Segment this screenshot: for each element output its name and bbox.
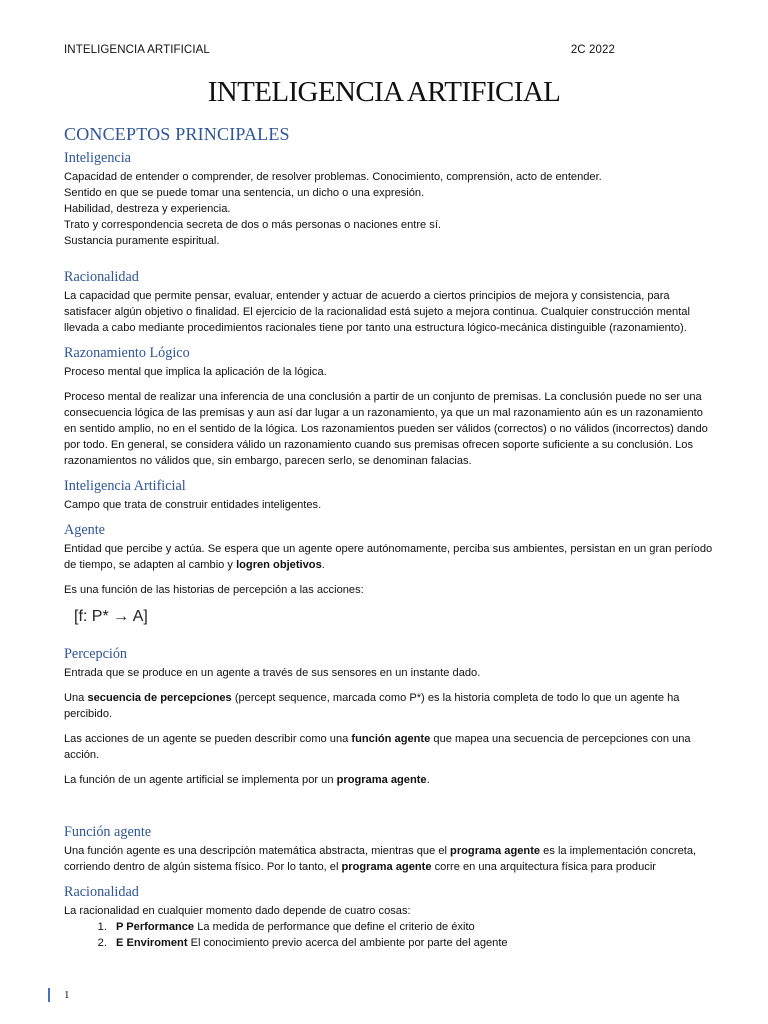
percepcion-p2: Una secuencia de percepciones (percept sequence, marcada como P*) es la historia completa de todo lo que un agente ha percibido.: [64, 692, 680, 720]
percepcion-p4: La función de un agente artificial se implementa por un programa agente.: [64, 774, 430, 786]
agente-p1: Entidad que percibe y actúa. Se espera que un agente opere autónomamente, perciba sus ambientes, persistan en un gran período de tiempo, se adapten al cambio y logren objetivos.: [64, 543, 713, 571]
razonamiento-p2: Proceso mental de realizar una inferencia de una conclusión a partir de un conjunto de premisas. La conclusión puede no ser una consecuencia lógica de las premisas y aun así dar lugar a un razonamiento, ya que un mal razonamiento aún es un razonamiento en sentido amplio, no en el sentido de la lógica. Los razonamientos pueden ser válidos (correctos) o no válidos (incorrectos) dando por todo. En general, se considera válido un razonamiento cuando sus premisas ofrecen soporte suficiente a su conclusión. Los razonamientos no válidos que, sin embargo, parecen serlo, se denominan falacias.: [64, 391, 708, 467]
heading-funcion-agente: Función agente: [64, 824, 152, 840]
page-header: [64, 44, 615, 56]
document-title: INTELIGENCIA ARTIFICIAL: [207, 76, 561, 108]
funcion-agente-text: Una función agente es una descripción matemática abstracta, mientras que el programa agente es la implementación concreta, corriendo dentro de algún sistema físico. Por lo tanto, el programa agente corre en una arquitectura física para producir: [64, 845, 697, 873]
heading-agente: Agente: [64, 522, 105, 538]
main-heading: CONCEPTOS PRINCIPALES: [64, 124, 290, 144]
razonamiento-p1: Proceso mental que implica la aplicación de la lógica.: [64, 366, 327, 378]
heading-inteligencia: Inteligencia: [64, 150, 131, 166]
list-item: 2. E Enviroment El conocimiento previo acerca del ambiente por parte del agente: [110, 935, 714, 951]
percepcion-p1: Entrada que se produce en un agente a través de sus sensores en un instante dado.: [64, 667, 481, 679]
heading-ia: Inteligencia Artificial: [64, 478, 186, 494]
document-body: [64, 124, 714, 951]
list-item: 1. P Performance La medida de performance que define el criterio de éxito: [110, 919, 714, 935]
heading-racionalidad-2: Racionalidad: [64, 884, 139, 900]
inteligencia-line: Capacidad de entender o comprender, de resolver problemas. Conocimiento, comprensión, acto de entender.: [64, 171, 602, 183]
agente-formula: [f: P* → A]: [74, 608, 148, 625]
inteligencia-line: Habilidad, destreza y experiencia.: [64, 203, 231, 215]
racionalidad-text: La capacidad que permite pensar, evaluar, entender y actuar de acuerdo a ciertos principios de mejora y consistencia, para satisfacer algún objetivo o finalidad. El ejercicio de la racionalidad está sujeto a mejora continua. Cualquier construcción mental llevada a cabo mediante procedimientos racionales tiene por tanto una estructura lógico-mecánica distinguible (razonamiento).: [64, 290, 690, 334]
percepcion-p3: Las acciones de un agente se pueden describir como una función agente que mapea una secuencia de percepciones con una acción.: [64, 733, 691, 761]
racionalidad-intro: La racionalidad en cualquier momento dado depende de cuatro cosas:: [64, 905, 411, 917]
inteligencia-line: Sentido en que se puede tomar una sentencia, un dicho o una expresión.: [64, 187, 425, 199]
inteligencia-line: Sustancia puramente espiritual.: [64, 235, 220, 247]
agente-p2: Es una función de las historias de percepción a las acciones:: [64, 584, 364, 596]
heading-razonamiento: Razonamiento Lógico: [64, 345, 190, 361]
page-number: 1: [64, 989, 70, 1001]
heading-percepcion: Percepción: [64, 646, 128, 662]
ia-text: Campo que trata de construir entidades inteligentes.: [64, 499, 322, 511]
header-course: INTELIGENCIA ARTIFICIAL: [64, 44, 210, 56]
header-term: 2C 2022: [570, 44, 615, 56]
heading-racionalidad: Racionalidad: [64, 269, 139, 285]
racionalidad-list: [64, 919, 714, 951]
inteligencia-line: Trato y correspondencia secreta de dos o más personas o naciones entre sí.: [64, 219, 441, 231]
footer-bar: [48, 988, 50, 1002]
page-footer: [48, 988, 70, 1002]
